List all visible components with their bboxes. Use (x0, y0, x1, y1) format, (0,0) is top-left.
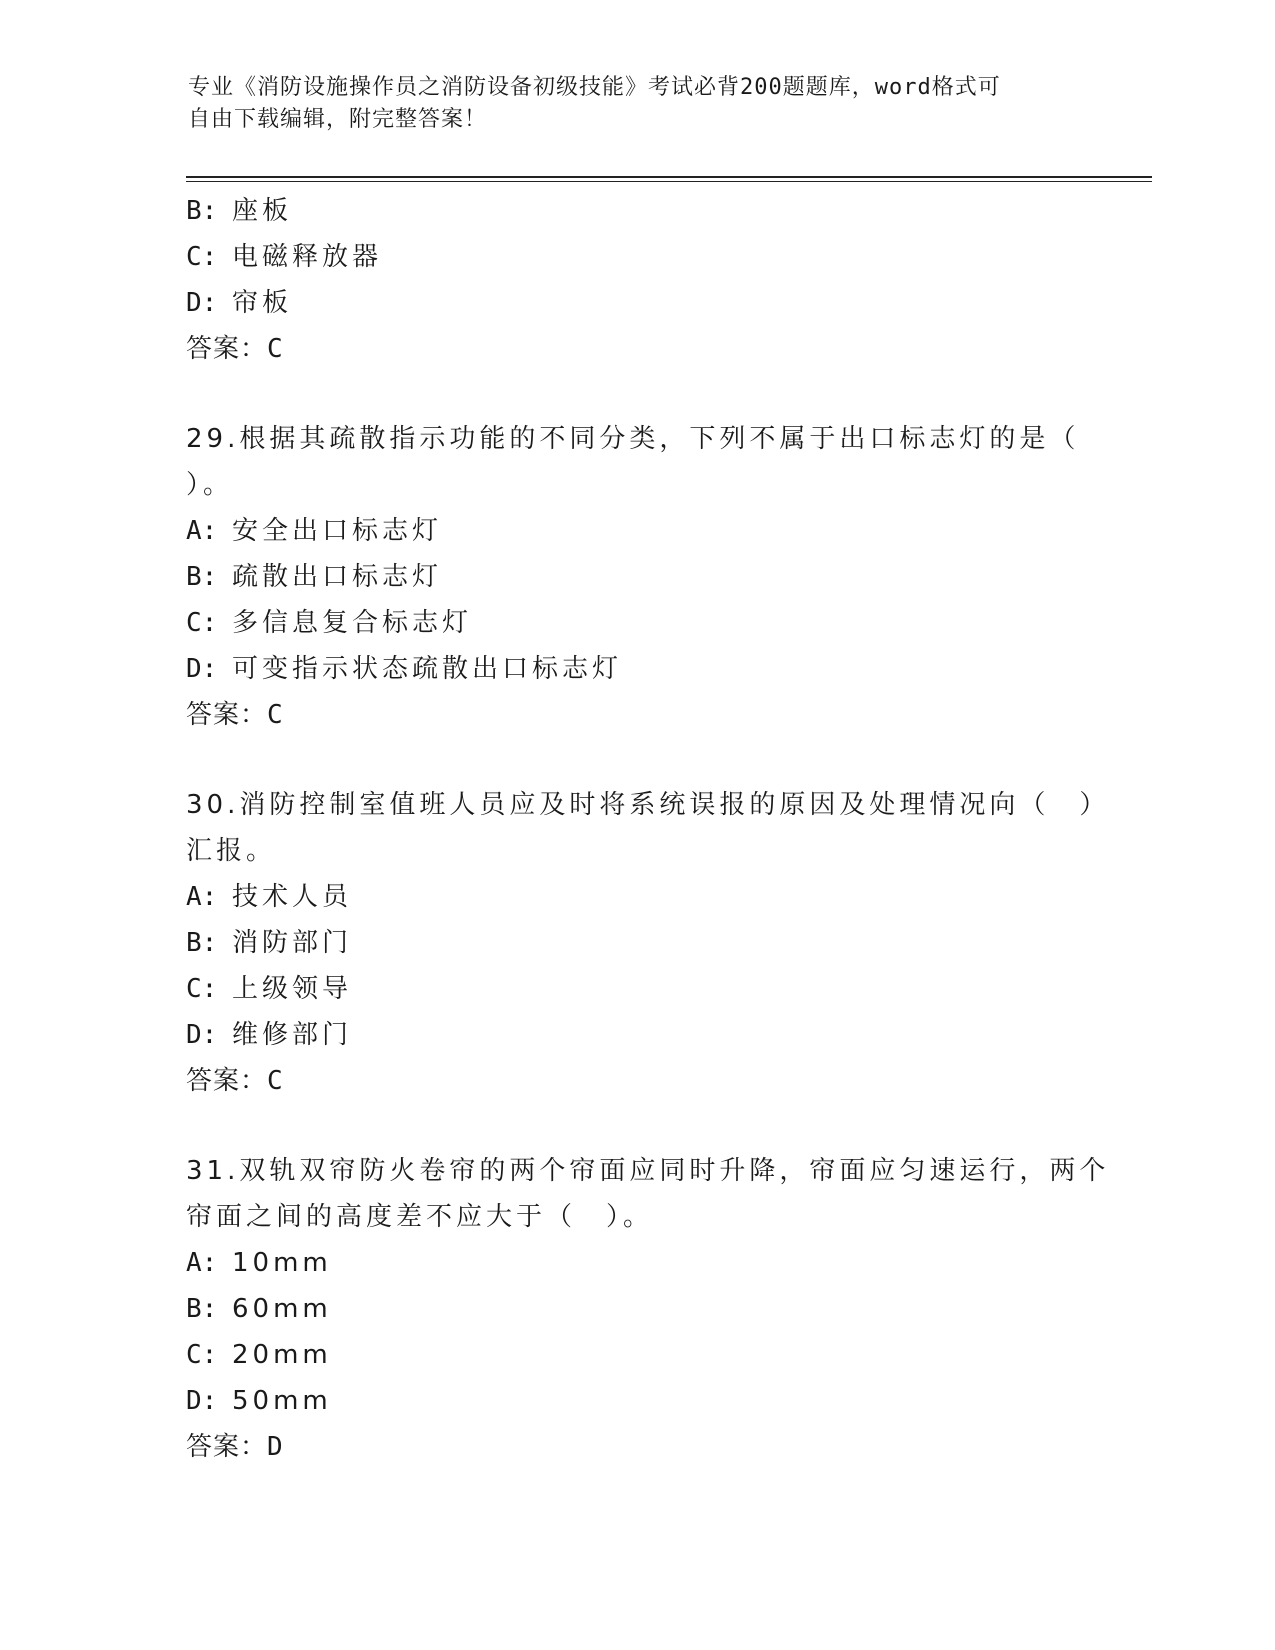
option-item (186, 1240, 1086, 1286)
option-text: 疏散出口标志灯 (232, 562, 443, 592)
option-text: 消防部门 (232, 928, 353, 958)
question-block-31 (186, 1148, 1110, 1470)
option-key: C: (186, 1340, 218, 1370)
option-text: 多信息复合标志灯 (232, 608, 473, 638)
partial-question-block (186, 188, 1086, 372)
spacer (186, 1104, 1086, 1148)
option-item (186, 966, 1086, 1012)
option-item (186, 1332, 1086, 1378)
option-item (186, 1012, 1086, 1058)
question-text-line-1: 31.双轨双帘防火卷帘的两个帘面应同时升降，帘面应匀速运行，两个 (186, 1156, 1110, 1186)
question-text-line-2: 汇报。 (186, 836, 277, 866)
option-item (186, 280, 1086, 326)
option-item (186, 646, 1086, 692)
answer-value: D (267, 1432, 283, 1462)
option-key: A: (186, 882, 218, 912)
option-key: D: (186, 1020, 218, 1050)
option-key: C: (186, 242, 218, 272)
option-text: 50mm (232, 1386, 332, 1416)
answer-value: C (267, 1066, 283, 1096)
option-text: 60mm (232, 1294, 332, 1324)
question-text-line-1: 30.消防控制室值班人员应及时将系统误报的原因及处理情况向（ ） (186, 790, 1110, 820)
answer-value: C (267, 334, 283, 364)
spacer (186, 372, 1086, 416)
option-item (186, 1286, 1086, 1332)
question-block-29 (186, 416, 1086, 738)
option-key: D: (186, 288, 218, 318)
question-text-line-1: 29.根据其疏散指示功能的不同分类，下列不属于出口标志灯的是（ (186, 424, 1080, 454)
option-key: B: (186, 1294, 218, 1324)
option-item (186, 188, 1086, 234)
answer-line (186, 326, 1086, 372)
option-key: B: (186, 928, 218, 958)
header-divider-thick (186, 176, 1152, 178)
option-item (186, 234, 1086, 280)
header-title-line-2: 自由下载编辑，附完整答案！ (188, 107, 488, 132)
option-text: 可变指示状态疏散出口标志灯 (232, 654, 623, 684)
option-text: 20mm (232, 1340, 332, 1370)
answer-line (186, 1424, 1086, 1470)
option-key: C: (186, 974, 218, 1004)
option-key: D: (186, 1386, 218, 1416)
question-text-line-2: 帘面之间的高度差不应大于（ ）。 (186, 1202, 654, 1232)
answer-value: C (267, 700, 283, 730)
option-text: 10mm (232, 1248, 332, 1278)
answer-line (186, 692, 1086, 738)
option-text: 电磁释放器 (232, 242, 383, 272)
option-key: C: (186, 608, 218, 638)
question-content (186, 188, 1110, 1470)
option-key: A: (186, 1248, 218, 1278)
answer-label: 答案： (186, 334, 268, 364)
document-header (188, 72, 1068, 136)
option-text: 维修部门 (232, 1020, 353, 1050)
option-text: 座板 (232, 196, 293, 226)
option-item (186, 600, 1086, 646)
header-divider-thin (186, 181, 1152, 182)
option-text: 上级领导 (232, 974, 353, 1004)
spacer (186, 738, 1086, 782)
question-block-30 (186, 782, 1110, 1104)
option-text: 技术人员 (232, 882, 353, 912)
answer-label: 答案： (186, 1066, 268, 1096)
question-text-line-2: ）。 (186, 470, 234, 500)
option-item (186, 554, 1086, 600)
option-key: D: (186, 654, 218, 684)
header-title-line-1: 专业《消防设施操作员之消防设备初级技能》考试必背200题题库，word格式可 (188, 75, 1001, 100)
option-item (186, 508, 1086, 554)
option-key: B: (186, 562, 218, 592)
answer-line (186, 1058, 1086, 1104)
option-text: 帘板 (232, 288, 293, 318)
option-item (186, 874, 1086, 920)
option-key: B: (186, 196, 218, 226)
option-item (186, 920, 1086, 966)
answer-label: 答案： (186, 700, 268, 730)
option-key: A: (186, 516, 218, 546)
option-item (186, 1378, 1086, 1424)
option-text: 安全出口标志灯 (232, 516, 443, 546)
answer-label: 答案： (186, 1432, 268, 1462)
